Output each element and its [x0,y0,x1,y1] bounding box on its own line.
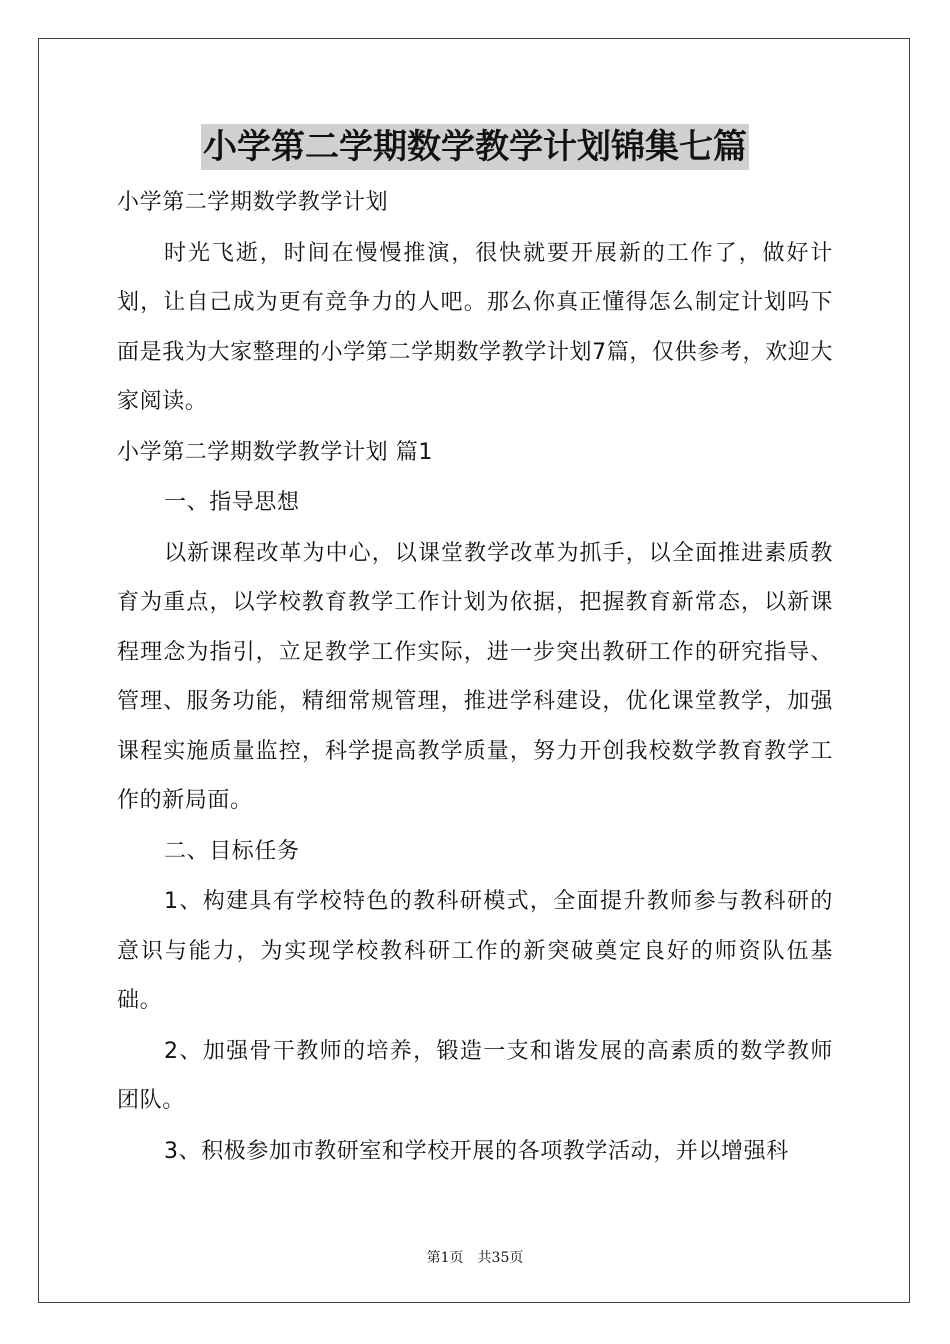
document-title: 小学第二学期数学教学计划锦集七篇 [201,124,749,170]
paragraph-1: 小学第二学期数学教学计划 [117,190,389,215]
paragraph-9: 3、积极参加市教研室和学校开展的各项教学活动，并以增强科 [164,1138,789,1164]
paragraph-7: 1、构建具有学校特色的教科研模式，全面提升教师参与教科研的意识与能力，为实现学校教科研工作的新突破奠定良好的师资队伍基础。 [117,889,833,1013]
paragraph-3: 小学第二学期数学教学计划 篇1 [117,439,433,465]
page-footer: 第1页 共35页 [426,1250,524,1266]
document-body [117,178,833,1177]
paragraph-2: 时光飞逝，时间在慢慢推演，很快就要开展新的工作了，做好计划，让自己成为更有竞争力的人吧。那么你真正懂得怎么制定计划吗下面是我为大家整理的小学第二学期数学教学计划7篇，仅供参考，欢迎大家阅读。 [117,240,833,414]
paragraph-6: 二、目标任务 [164,838,300,864]
paragraph-4: 一、指导思想 [164,490,300,515]
title-container [0,124,950,170]
paragraph-5: 以新课程改革为中心，以课堂教学改革为抓手，以全面推进素质教育为重点，以学校教育教学工作计划为依据，把握教育新常态，以新课程理念为指引，立足教学工作实际，进一步突出教研工作的研究指导、管理、服务功能，精细常规管理，推进学科建设，优化课堂教学，加强课程实施质量监控，科学提高教学质量，努力开创我校数学教育教学工作的新局面。 [117,540,833,813]
paragraph-8: 2、加强骨干教师的培养，锻造一支和谐发展的高素质的数学教师团队。 [117,1038,833,1113]
